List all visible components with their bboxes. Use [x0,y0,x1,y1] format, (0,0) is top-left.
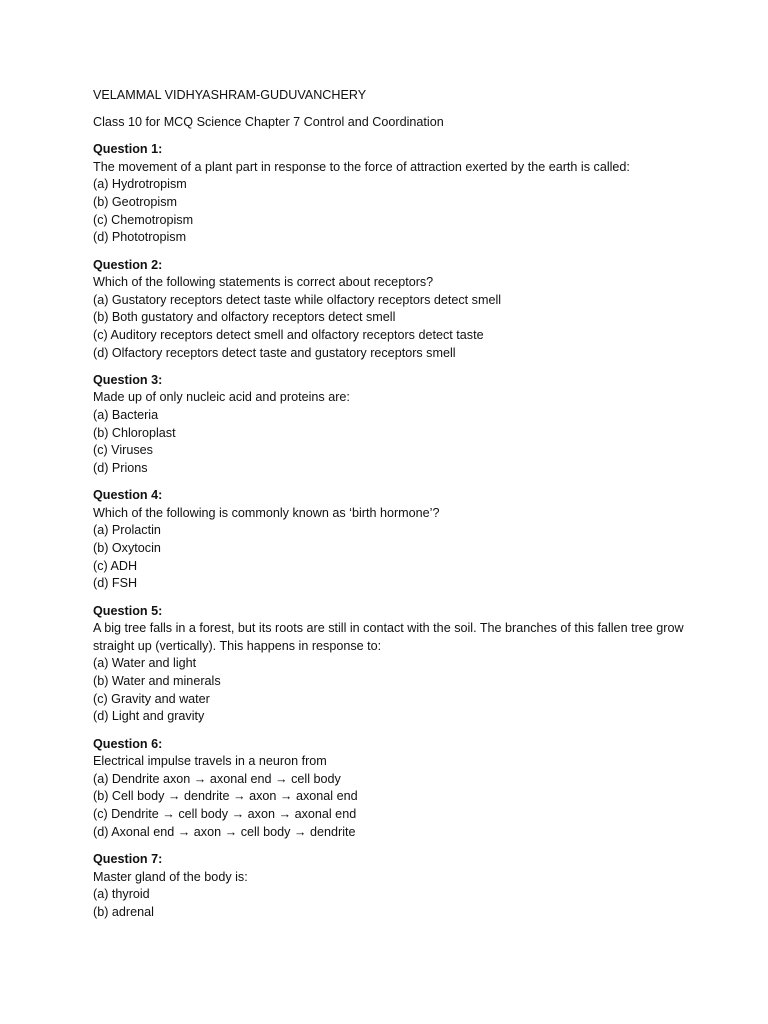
question-title: Question 7: [93,851,163,866]
option: (c) Dendrite → cell body → axon → axonal end [93,806,357,821]
question-5 [93,603,693,726]
option: (a) Gustatory receptors detect taste while olfactory receptors detect smell [93,292,502,307]
question-text: Electrical impulse travels in a neuron from [93,754,327,769]
option: (a) Prolactin [93,523,161,538]
option: (c) Auditory receptors detect smell and olfactory receptors detect taste [93,327,484,342]
option: (d) Light and gravity [93,709,205,724]
question-title: Question 6: [93,736,163,751]
option: (c) ADH [93,558,138,573]
school-name: VELAMMAL VIDHYASHRAM-GUDUVANCHERY [93,88,367,102]
option: (a) Hydrotropism [93,177,187,192]
question-6 [93,736,693,842]
option: (d) Axonal end → axon → cell body → dendrite [93,824,356,839]
option: (d) FSH [93,576,138,591]
question-3 [93,372,693,478]
option: (d) Olfactory receptors detect taste and gustatory receptors smell [93,345,456,360]
question-7 [93,851,693,921]
option: (a) Dendrite axon → axonal end → cell body [93,771,341,786]
option: (c) Viruses [93,443,153,458]
option: (b) Water and minerals [93,673,221,688]
document-page [93,87,693,921]
question-1 [93,141,693,247]
question-title: Question 1: [93,142,163,157]
option: (b) Both gustatory and olfactory receptors detect smell [93,310,396,325]
option: (b) Cell body → dendrite → axon → axonal end [93,789,358,804]
option: (a) Bacteria [93,408,159,423]
question-4 [93,487,693,593]
question-title: Question 3: [93,372,163,387]
option: (b) Chloroplast [93,425,176,440]
option: (a) Water and light [93,656,197,671]
question-title: Question 5: [93,603,163,618]
question-text: The movement of a plant part in response to the force of attraction exerted by the earth is called: [93,159,630,174]
question-text: Master gland of the body is: [93,869,248,884]
option: (a) thyroid [93,887,150,902]
question-title: Question 2: [93,257,163,272]
question-2 [93,257,693,363]
document-subtitle: Class 10 for MCQ Science Chapter 7 Control and Coordination [93,114,444,129]
question-title: Question 4: [93,488,163,503]
option: (b) adrenal [93,904,154,919]
question-text: Made up of only nucleic acid and proteins are: [93,390,350,405]
option: (c) Chemotropism [93,212,194,227]
question-text: Which of the following statements is correct about receptors? [93,275,434,290]
option: (d) Prions [93,460,148,475]
option: (b) Geotropism [93,194,177,209]
question-text: A big tree falls in a forest, but its roots are still in contact with the soil. The branches of this fallen tree grow straight up (vertically). This happens in response to: [93,621,684,653]
option: (d) Phototropism [93,230,187,245]
question-text: Which of the following is commonly known as ‘birth hormone’? [93,505,440,520]
option: (c) Gravity and water [93,691,210,706]
option: (b) Oxytocin [93,541,161,556]
